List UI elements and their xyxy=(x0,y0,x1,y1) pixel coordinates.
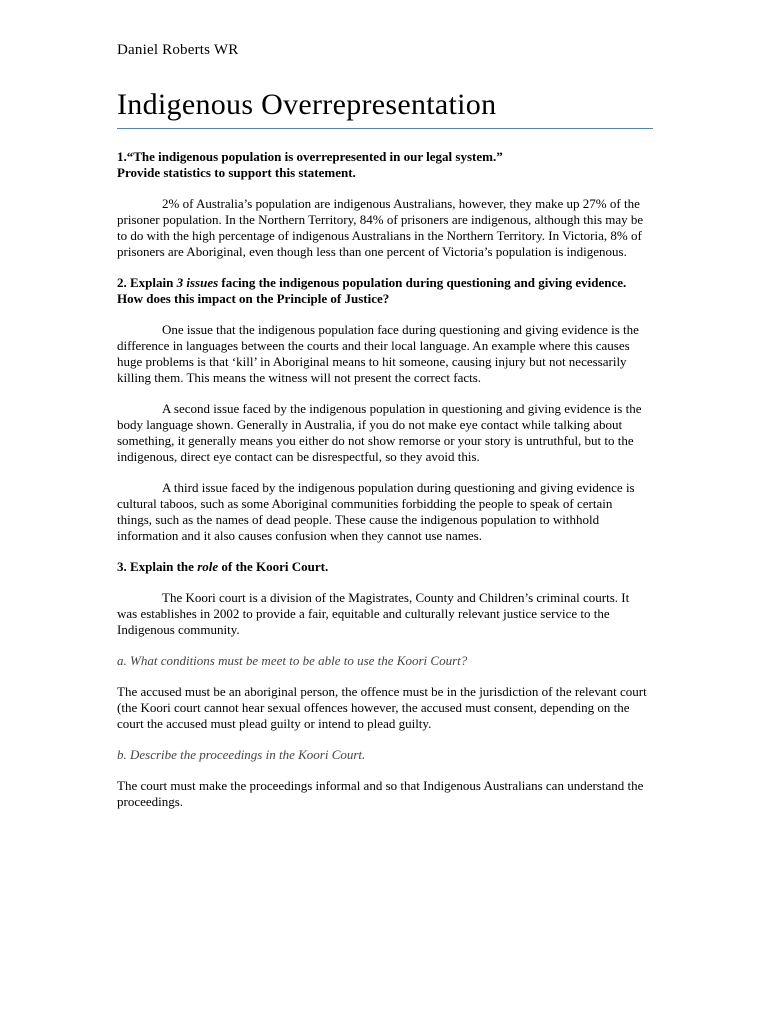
answer-3a: The accused must be an aboriginal person, the offence must be in the jurisdiction of the relevant court (the Koori court cannot hear sexual offences however, the accused must consent, depending on the court the accused must plead guilty or intend to plead guilty. xyxy=(117,684,647,731)
question-1-line-2: Provide statistics to support this statement. xyxy=(117,165,356,180)
author-name: Daniel Roberts WR xyxy=(117,42,239,58)
answer-3b: The court must make the proceedings informal and so that Indigenous Australians can understand the proceedings. xyxy=(117,778,644,809)
question-3-emphasis: role xyxy=(197,559,219,574)
question-3-suffix: of the Koori Court. xyxy=(218,559,329,574)
answer-3: The Koori court is a division of the Magistrates, County and Children’s criminal courts. It was establishes in 2002 to provide a fair, equitable and culturally relevant justice service to the Indigenous community. xyxy=(117,590,630,637)
title-underline xyxy=(117,128,653,129)
question-3 xyxy=(117,559,647,575)
question-2-prefix: 2. Explain xyxy=(117,275,177,290)
question-2-emphasis: 3 issues xyxy=(176,275,219,290)
answer-1: 2% of Australia’s population are indigenous Australians, however, they make up 27% of the prisoner population. In the Northern Territory, 84% of prisoners are indigenous, although this may be to do with the high percentage of indigenous Australians in the Northern Territory. In Victoria, 8% of prisoners are Aboriginal, even though less than one percent of Victoria’s population is indigenous. xyxy=(117,196,644,259)
question-3a: a. What conditions must be meet to be able to use the Koori Court? xyxy=(117,653,468,668)
answer-2-issue-1: One issue that the indigenous population face during questioning and giving evidence is the difference in languages between the courts and their local language. An example where this causes huge problems is that ‘kill’ in Aboriginal means to hit someone, causing injury but not necessarily killing them. This means the witness will not present the correct facts. xyxy=(117,322,639,385)
answer-2-issue-3: A third issue faced by the indigenous population during questioning and giving evidence is cultural taboos, such as some Aboriginal communities forbidding the people to speak of certain things, such as the names of dead people. These cause the indigenous population to withhold information and it also causes confusion when they cannot use names. xyxy=(117,480,635,543)
question-1 xyxy=(117,149,647,181)
question-3b: b. Describe the proceedings in the Koori Court. xyxy=(117,747,366,762)
document-body xyxy=(117,149,647,810)
question-1-line-1: 1.“The indigenous population is overrepresented in our legal system.” xyxy=(117,149,503,164)
question-2 xyxy=(117,275,647,307)
answer-2-issue-2: A second issue faced by the indigenous population in questioning and giving evidence is the body language shown. Generally in Australia, if you do not make eye contact while talking about something, it generally means you either do not show remorse or your story is untruthful, but to the indigenous, direct eye contact can be disrespectful, so they avoid this. xyxy=(117,401,642,464)
question-3-prefix: 3. Explain the xyxy=(117,559,198,574)
document-title: Indigenous Overrepresentation xyxy=(117,88,497,121)
question-2-suffix: facing the indigenous population during questioning and giving evidence. How does this impact on the Principle of Justice? xyxy=(117,275,627,306)
